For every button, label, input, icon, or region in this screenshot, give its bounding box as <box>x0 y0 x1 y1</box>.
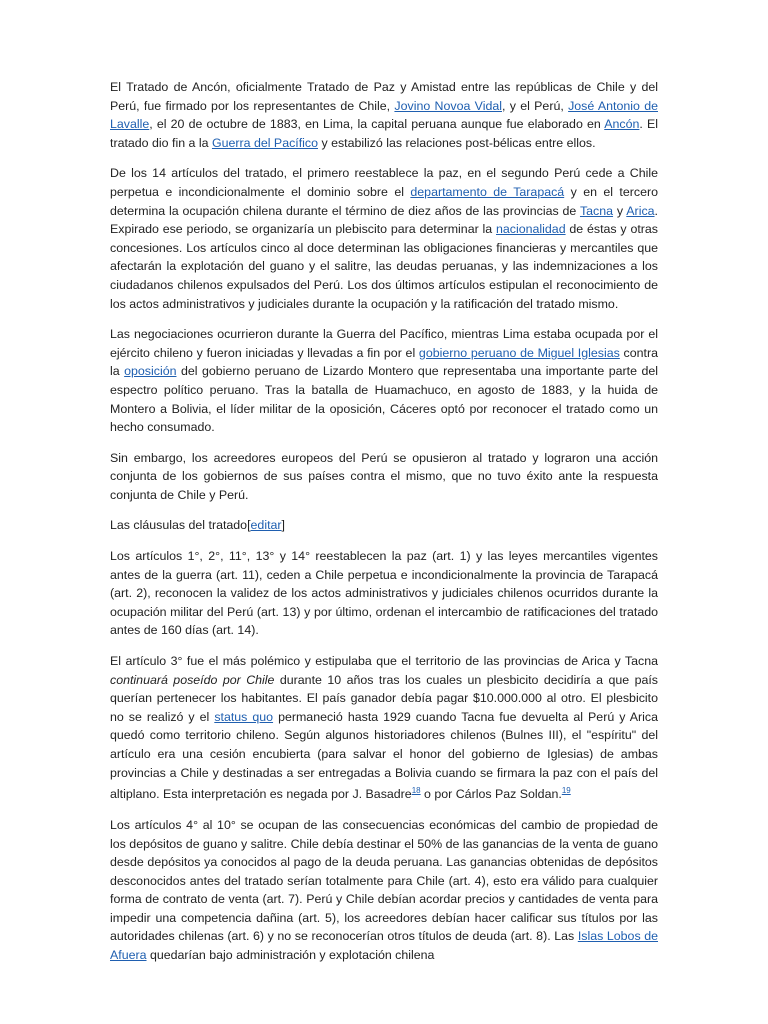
paragraph-clauses-4-10 <box>110 816 658 965</box>
italic-text: continuará poseído por Chile <box>110 672 275 687</box>
text: y estabilizó las relaciones post-bélicas entre ellos. <box>318 135 596 150</box>
paragraph-clauses-3 <box>110 652 658 804</box>
text: El Tratado de Ancón, oficialmente Tratado de Paz y Amistad entre las repúblicas de Chile y del Perú, fue firmado por los representantes de Chile, <box>110 80 658 113</box>
paragraph-articles <box>110 164 658 313</box>
text: y <box>613 203 627 218</box>
link-oposicion[interactable]: oposición <box>124 364 177 379</box>
link-arica[interactable]: Arica <box>626 203 655 218</box>
link-ancon[interactable]: Ancón <box>604 117 640 132</box>
text: Las negociaciones ocurrieron durante la Guerra del Pacífico, mientras Lima estaba ocupada por el ejército chileno y fueron iniciadas y llevadas a fin por el <box>110 327 658 360</box>
text: o por Cárlos Paz Soldan. <box>420 787 562 802</box>
text: Los artículos 4° al 10° se ocupan de las consecuencias económicas del cambio de propiedad de los depósitos de guano y salitre. Chile debía destinar el 50% de las ganancias de la venta de guano desde depósitos ya conocidos al pago de la deuda peruana. Las ganancias obtenidas de depósitos desconocidos antes del tratado serían totalmente para Chile (art. 4), esto era válido para cualquier forma de contrato de venta (art. 7). Perú y Chile debían acordar precios y cantidades de venta para impedir una competencia dañina (art. 5), los acreedores debían hacer calificar sus títulos por las autoridades chilenas (art. 6) y no se reconocerían otros títulos de deuda (art. 8). Las <box>110 817 658 944</box>
edit-link[interactable]: editar <box>250 518 282 533</box>
paragraph-negotiations <box>110 325 658 437</box>
text: . Expirado ese periodo, se organizaría un plebiscito para determinar la <box>110 203 658 237</box>
bracket: [ <box>247 518 251 533</box>
reference-19[interactable]: 19 <box>561 786 571 796</box>
text: y en el tercero determina la ocupación chilena durante el término de diez años de las provincias de <box>110 184 658 218</box>
paragraph-creditors <box>110 449 658 505</box>
reference-18[interactable]: 18 <box>411 786 421 796</box>
link-tacna[interactable]: Tacna <box>579 203 614 218</box>
link-jose-antonio-de-lavalle[interactable]: José Antonio de Lavalle <box>110 98 658 132</box>
text: contra la <box>110 345 658 379</box>
paragraph-clauses-1 <box>110 547 658 640</box>
text: . El tratado dio fin a la <box>110 117 659 150</box>
text: De los 14 artículos del tratado, el primero reestablece la paz, en el segundo Perú cede a Chile perpetua e incondicionalmente el dominio sobre el <box>110 166 658 199</box>
link-jovino-novoa-vidal[interactable]: Jovino Novoa Vidal <box>394 98 502 113</box>
link-nacionalidad[interactable]: nacionalidad <box>496 222 566 237</box>
text: Sin embargo, los acreedores europeos del Perú se opusieron al tratado y lograron una acción conjunta de los gobiernos de sus países contra el mismo, que no tuvo éxito ante la respuesta conjunta de Chile y Perú. <box>110 450 658 502</box>
section-title: Las cláusulas del tratado <box>110 518 248 533</box>
text: Los artículos 1°, 2°, 11°, 13° y 14° reestablecen la paz (art. 1) y las leyes mercantiles vigentes antes de la guerra (art. 11), ceden a Chile perpetua e incondicionalmente la provincia de Tarapacá (art. 2), reconocen la validez de los actos administrativos y judiciales chilenos ocurridos durante la ocupación militar del Perú (art. 13) y por último, ordenan el intercambio de ratificaciones del tratado antes de 160 días (art. 14). <box>110 549 658 638</box>
link-gobierno-peruano-de-miguel-iglesias[interactable]: gobierno peruano de Miguel Iglesias <box>418 345 620 360</box>
text: permaneció hasta 1929 cuando Tacna fue devuelta al Perú y Arica quedó como territorio chileno. Según algunos historiadores chilenos (Bulnes III), el "espíritu" del artículo era una cesión encubierta (para salvar el honor del gobierno de Iglesias) de ambas provincias a Chile y destinadas a ser entregadas a Bolivia cuando se firmara la paz con el país del altiplano. Esta interpretación es negada por J. Basadre <box>110 709 658 802</box>
text: quedarían bajo administración y explotación chilena <box>146 948 435 963</box>
paragraph-intro <box>110 78 658 152</box>
link-guerra-del-pacifico[interactable]: Guerra del Pacífico <box>211 135 319 150</box>
text: El artículo 3° fue el más polémico y estipulaba que el territorio de las provincias de Arica y Tacna <box>110 654 658 669</box>
text: , y el Perú, <box>501 98 569 113</box>
bracket: ] <box>281 518 285 533</box>
document-page <box>110 78 658 977</box>
link-departamento-de-tarapaca[interactable]: departamento de Tarapacá <box>410 184 565 199</box>
text: de éstas y otras concesiones. Los artículos cinco al doce determinan las obligaciones financieras y mercantiles que afectarán la explotación del guano y el salitre, las deudas peruanas, y las indemnizaciones a los ciudadanos chilenos expulsados del Perú. Los dos últimos artículos estipulan el reconocimiento de los actos administrativos y judiciales durante la ocupación y la ratificación del tratado mismo. <box>110 222 658 311</box>
text: durante 10 años tras los cuales un plesbicito decidiría a que país querían pertenecer los habitantes. El país ganador debía pagar $10.000.000 al otro. El plesbicito no se realizó y el <box>110 672 658 724</box>
section-heading <box>110 516 658 535</box>
text: del gobierno peruano de Lizardo Montero que representaba una importante parte del espectro político peruano. Tras la batalla de Huamachuco, en agosto de 1883, y la huida de Montero a Bolivia, el líder militar de la oposición, Cáceres optó por reconocer el tratado como un hecho consumado. <box>110 364 658 435</box>
text: , el 20 de octubre de 1883, en Lima, la capital peruana aunque fue elaborado en <box>149 117 605 132</box>
link-islas-lobos-de-afuera[interactable]: Islas Lobos de Afuera <box>110 929 659 963</box>
link-status-quo[interactable]: status quo <box>214 709 274 724</box>
